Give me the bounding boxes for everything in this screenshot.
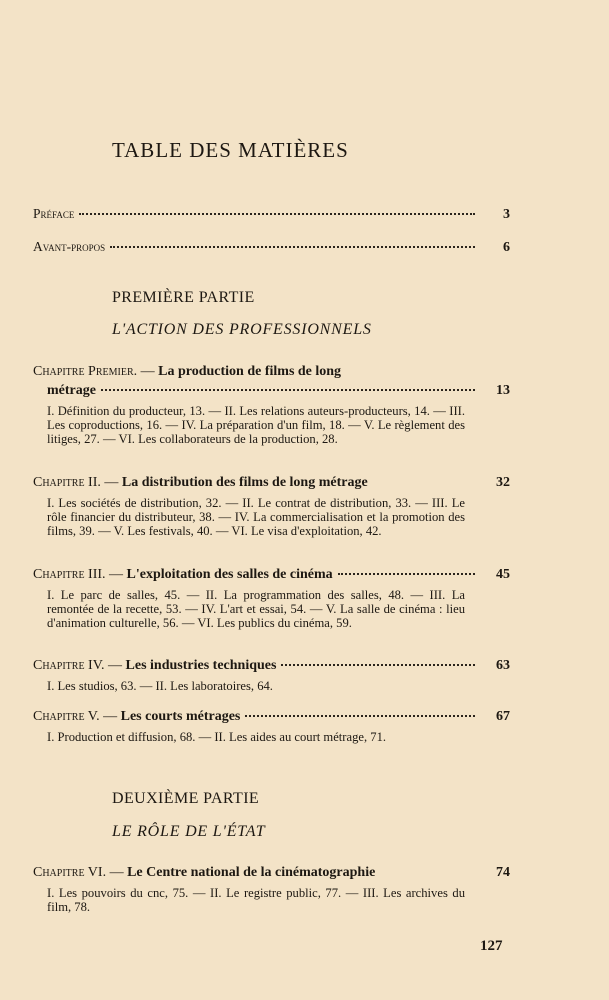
toc-chapter-6[interactable] (33, 863, 510, 914)
chapter-sections: I. Définition du producteur, 13. — II. Les relations auteurs-producteurs, 14. — III. Les coproductions, 16. — IV. La préparation d'un film, 18. — V. Le règlement des litiges, 27. — VI. Les collaborateurs de la production, 28. (47, 404, 465, 447)
toc-entry-label: Avant-propos (33, 239, 106, 254)
part-heading: DEUXIÈME PARTIE (112, 790, 260, 807)
chapter-title-cont: métrage (47, 383, 96, 398)
toc-chapter-2[interactable] (33, 473, 510, 539)
chapter-page: 13 (496, 383, 510, 398)
chapter-title: L'exploitation des salles de cinéma (126, 567, 333, 582)
part-subtitle: LE RÔLE DE L'ÉTAT (112, 823, 266, 840)
chapter-label: Chapitre VI. (33, 865, 107, 880)
dot-leader (338, 572, 475, 575)
chapter-title: Le Centre national de la cinématographie (127, 865, 376, 880)
part-subtitle: L'ACTION DES PROFESSIONNELS (112, 321, 372, 338)
dot-leader (245, 714, 475, 717)
page-number: 127 (480, 938, 503, 954)
toc-chapter-3[interactable] (33, 565, 510, 631)
chapter-separator: — (137, 364, 159, 379)
toc-entry-label: Préface (33, 206, 75, 221)
chapter-title: Les industries techniques (125, 658, 277, 673)
toc-chapter-1[interactable] (33, 362, 510, 447)
toc-chapter-4[interactable] (33, 656, 510, 693)
chapter-separator: — (99, 709, 121, 724)
chapter-heading (33, 707, 510, 726)
chapter-label: Chapitre IV. (33, 658, 105, 673)
chapter-sections: I. Les studios, 63. — II. Les laboratoires, 64. (47, 679, 273, 693)
chapter-separator: — (105, 567, 127, 582)
chapter-label: Chapitre II. (33, 475, 101, 490)
chapter-heading (33, 863, 510, 882)
dot-leader (101, 388, 475, 391)
chapter-title: Les courts métrages (120, 709, 241, 724)
chapter-page: 32 (496, 475, 510, 490)
chapter-page: 74 (496, 865, 510, 880)
chapter-heading-continuation (33, 381, 510, 400)
toc-entry-page: 6 (503, 240, 510, 255)
chapter-heading (33, 473, 510, 492)
dot-leader (281, 663, 475, 666)
chapter-separator: — (106, 865, 128, 880)
chapter-label: Chapitre V. (33, 709, 100, 724)
chapter-title: La distribution des films de long métrage (121, 475, 368, 490)
page-title: TABLE DES MATIÈRES (112, 138, 349, 162)
chapter-heading (33, 565, 510, 584)
toc-entry-avant-propos[interactable] (33, 239, 510, 256)
chapter-title: La production de films de long (158, 364, 342, 379)
toc-chapter-5[interactable] (33, 707, 510, 744)
chapter-separator: — (100, 475, 122, 490)
chapter-sections: I. Les pouvoirs du cnc, 75. — II. Le registre public, 77. — III. Les archives du film, 78. (47, 886, 465, 915)
dot-leader (110, 245, 475, 248)
toc-entry-page: 3 (503, 207, 510, 222)
chapter-page: 45 (496, 567, 510, 582)
part-heading: PREMIÈRE PARTIE (112, 289, 255, 306)
chapter-sections: I. Le parc de salles, 45. — II. La programmation des salles, 48. — III. La remontée de la recette, 53. — IV. L'art et essai, 54. — V. La salle de cinéma : lieu d'animation culturelle, 56. — VI. Les publics du cinéma, 59. (47, 588, 465, 631)
chapter-sections: I. Production et diffusion, 68. — II. Les aides au court métrage, 71. (47, 730, 387, 744)
chapter-separator: — (104, 658, 126, 673)
toc-entry-preface[interactable] (33, 206, 510, 223)
chapter-sections: I. Les sociétés de distribution, 32. — II. Le contrat de distribution, 33. — III. Le rôle financier du distributeur, 38. — IV. La commercialisation et la promotion des films, 39. — V. Les festivals, 40. — VI. Le visa d'exploitation, 42. (47, 496, 465, 539)
chapter-label: Chapitre III. (33, 567, 106, 582)
chapter-page: 67 (496, 709, 510, 724)
chapter-label: Chapitre Premier. (33, 364, 138, 379)
dot-leader (79, 212, 475, 215)
chapter-heading (33, 656, 510, 675)
chapter-page: 63 (496, 658, 510, 673)
chapter-heading (33, 362, 510, 381)
